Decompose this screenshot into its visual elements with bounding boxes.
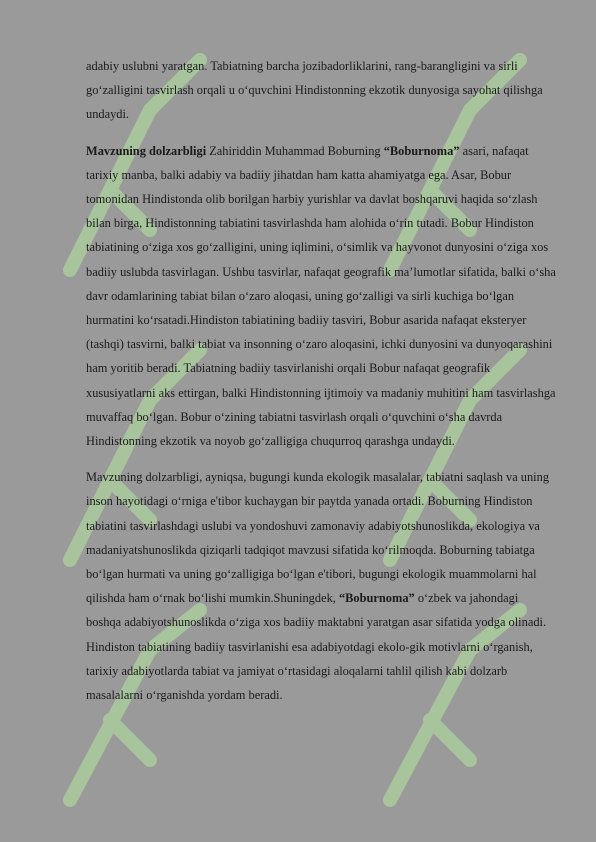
paragraph-3: [86, 465, 556, 707]
paragraph-2-text-b: asari, nafaqat tarixiy manba, balki adabiy va badiiy jihatdan ham katta ahamiyatga ega. Asar, Bobur tomonidan Hindistonda olib borilgan harbiy yurishlar va davlat boshqaruvi haqida so‘zlash bilan birga, Hindistonning tabiatini tasvirlashda ham alohida o‘rin tutadi. Bobur Hindiston tabiatining o‘ziga xos go‘zalligini, uning iqlimini, o‘simlik va hayvonot dunyosini o‘ziga xos badiiy uslubda tasvirlagan. Ushbu tasvirlar, nafaqat geografik ma’lumotlar sifatida, balki o‘sha davr odamlarining tabiat bilan o‘zaro aloqasi, uning go‘zalligi va sirli kuchiga bo‘lgan hurmatini ko‘rsatadi.Hindiston tabiatining badiiy tasviri, Bobur asarida nafaqat eksteryer (tashqi) tasvirni, balki tabiat va insonning o‘zaro aloqasini, ichki dunyosini va dunyoqarashini ham yoritib beradi. Tabiatning badiiy tasvirlanishi orqali Bobur nafaqat geografik xususiyatlarni aks ettirgan, balki Hindistonning ijtimoiy va madaniy muhitini ham tasvirlashga muvaffaq bo‘lgan. Bobur o‘zining tabiatni tasvirlash orqali o‘quvchini o‘sha davrda Hindistonning ekzotik va noyob go‘zalligiga chuqurroq qarashga undaydi.: [86, 143, 556, 449]
paragraph-2-lead: Mavzuning dolzarbligi: [86, 143, 207, 158]
paragraph-3-book-title: “Boburnoma”: [338, 591, 415, 606]
body-text: [86, 54, 556, 719]
paragraph-2-text-a: Zahiriddin Muhammad Boburning: [206, 143, 384, 158]
paragraph-1-text: adabiy uslubni yaratgan. Tabiatning barcha jozibadorliklarini, rang-barangligini va sirli go‘zalligini tasvirlash orqali u o‘quvchini Hindistonning ekzotik dunyosiga sayohat qilishga undaydi.: [86, 59, 543, 122]
paragraph-2: [86, 139, 556, 454]
paragraph-2-book-title: “Boburnoma”: [383, 143, 460, 158]
paragraph-3-text-a: Mavzuning dolzarbligi, ayniqsa, bugungi kunda ekologik masalalar, tabiatni saqlash va uning inson hayotidagi o‘rniga e'tibor kuchaygan bir paytda yanada ortadi. Boburning Hindiston tabiatini tasvirlashdagi uslubi va yondoshuvi zamonaviy adabiyotshunoslikda, ekologiya va madaniyatshunoslikda qiziqarli tadqiqot mavzusi sifatida ko‘rilmoqda. Boburning tabiatga bo‘lgan hurmati va uning go‘zalligiga bo‘lgan e'tibori, bugungi ekologik muammolarni hal qilishda ham o‘rnak bo‘lishi mumkin.Shuningdek,: [86, 470, 550, 606]
paragraph-3-text-b: o‘zbek va jahondagi boshqa adabiyotshunoslikda o‘ziga xos badiiy maktabni yaratgan asar sifatida yodga olinadi. Hindiston tabiatining badiiy tasvirlanishi esa adabiyotdagi ekolo-gik motivlarni o‘rganish, tarixiy adabiyotlarda tabiat va jamiyat o‘rtasidagi aloqalarni tahlil qilish kabi dolzarb masalalarni o‘rganishda yordam beradi.: [86, 591, 547, 703]
paragraph-1: [86, 54, 556, 127]
